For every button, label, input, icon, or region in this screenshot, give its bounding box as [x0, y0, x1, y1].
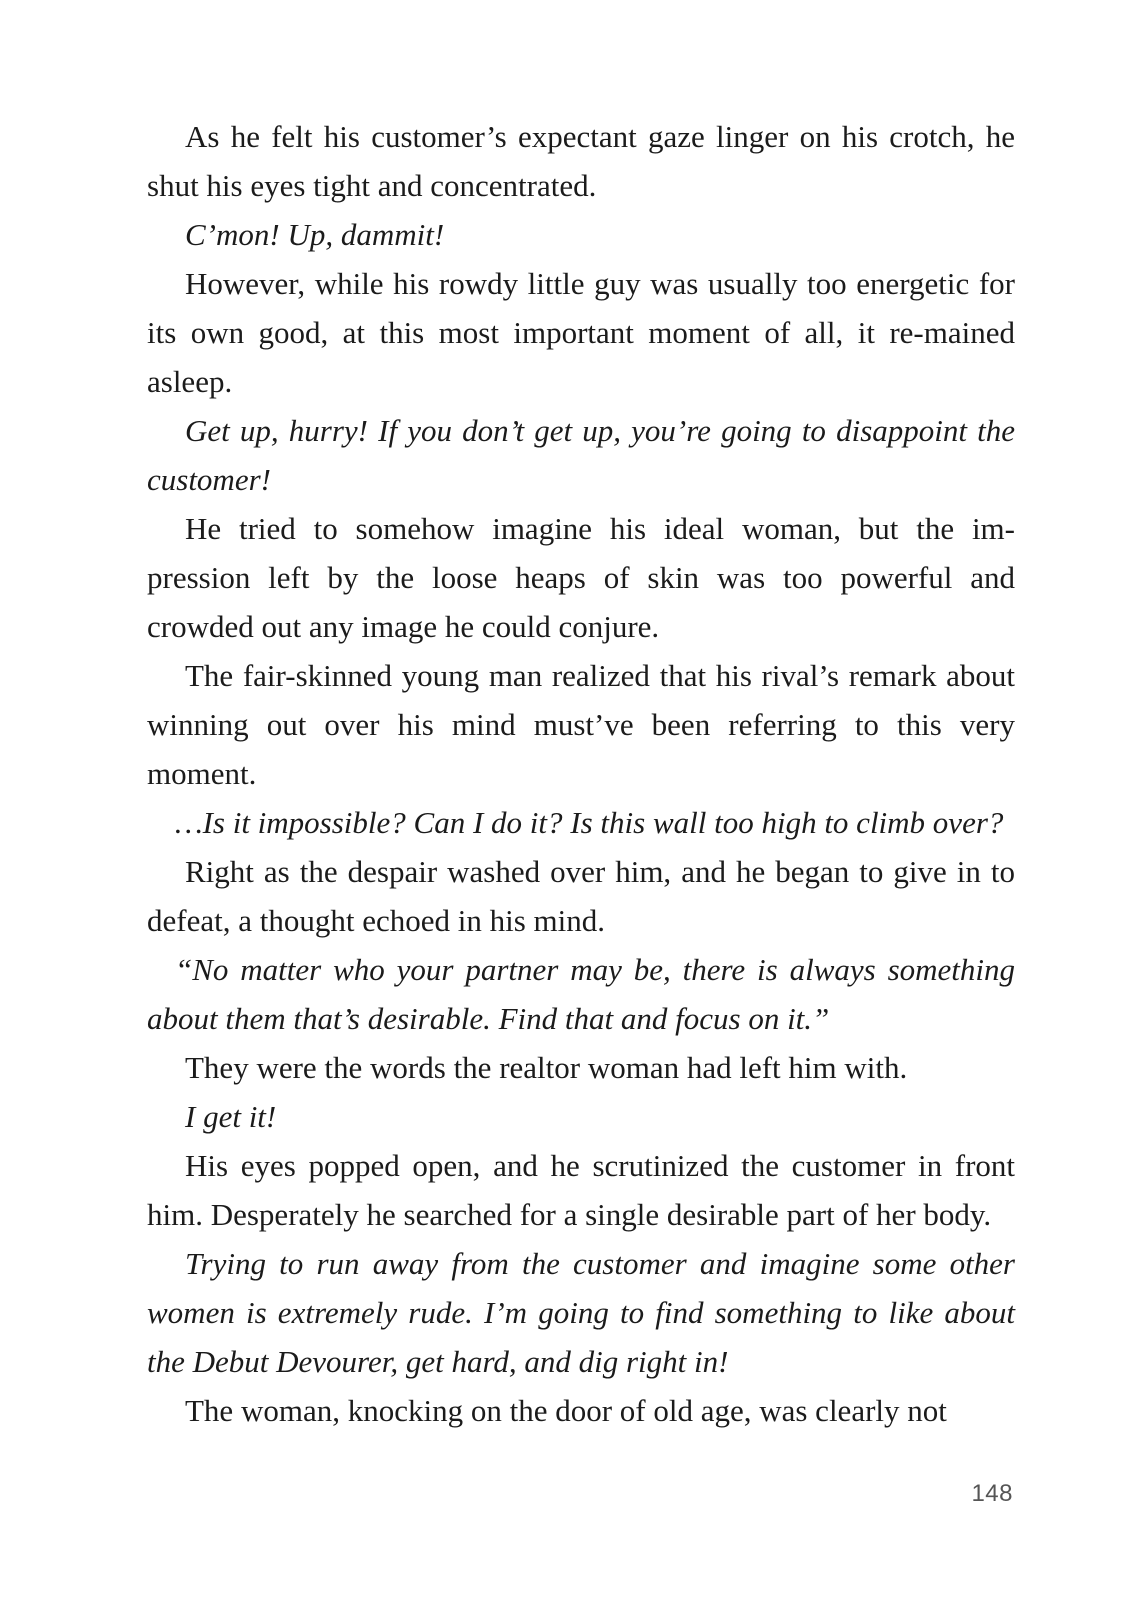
paragraph: As he felt his customer’s expectant gaze linger on his crotch, he shut his eyes tight and concentrated. — [147, 119, 1015, 203]
paragraph: Right as the despair washed over him, and he began to give in to defeat, a thought echoed in his mind. — [147, 854, 1015, 938]
paragraph-italic-thought: Get up, hurry! If you don’t get up, you’re going to disappoint the customer! — [147, 413, 1015, 497]
paragraph-italic-thought: Trying to run away from the customer and imagine some other women is extremely rude. I’m going to find something to like about the Debut Devourer, get hard, and dig right in! — [147, 1246, 1015, 1379]
page-number: 148 — [971, 1480, 1013, 1507]
paragraph-italic-thought: C’mon! Up, dammit! — [185, 217, 445, 252]
paragraph: The woman, knocking on the door of old age, was clearly not — [185, 1393, 947, 1428]
body-text — [147, 112, 1015, 1435]
paragraph-italic-thought: …Is it impossible? Can I do it? Is this wall too high to climb over? — [175, 805, 1004, 840]
paragraph-italic-quote: “No matter who your partner may be, there is always something about them that’s desirable. Find that and focus on it.” — [147, 952, 1015, 1036]
paragraph: However, while his rowdy little guy was usually too energetic for its own good, at this most important moment of all, it re-mained asleep. — [147, 266, 1015, 399]
paragraph: The fair-skinned young man realized that his rival’s remark about winning out over his mind must’ve been referring to this very moment. — [147, 658, 1015, 791]
paragraph: He tried to somehow imagine his ideal woman, but the im-pression left by the loose heaps of skin was too powerful and crowded out any image he could conjure. — [147, 511, 1015, 644]
paragraph-italic-thought: I get it! — [185, 1099, 277, 1134]
paragraph: His eyes popped open, and he scrutinized the customer in front him. Desperately he searched for a single desirable part of her body. — [147, 1148, 1015, 1232]
paragraph: They were the words the realtor woman had left him with. — [185, 1050, 908, 1085]
